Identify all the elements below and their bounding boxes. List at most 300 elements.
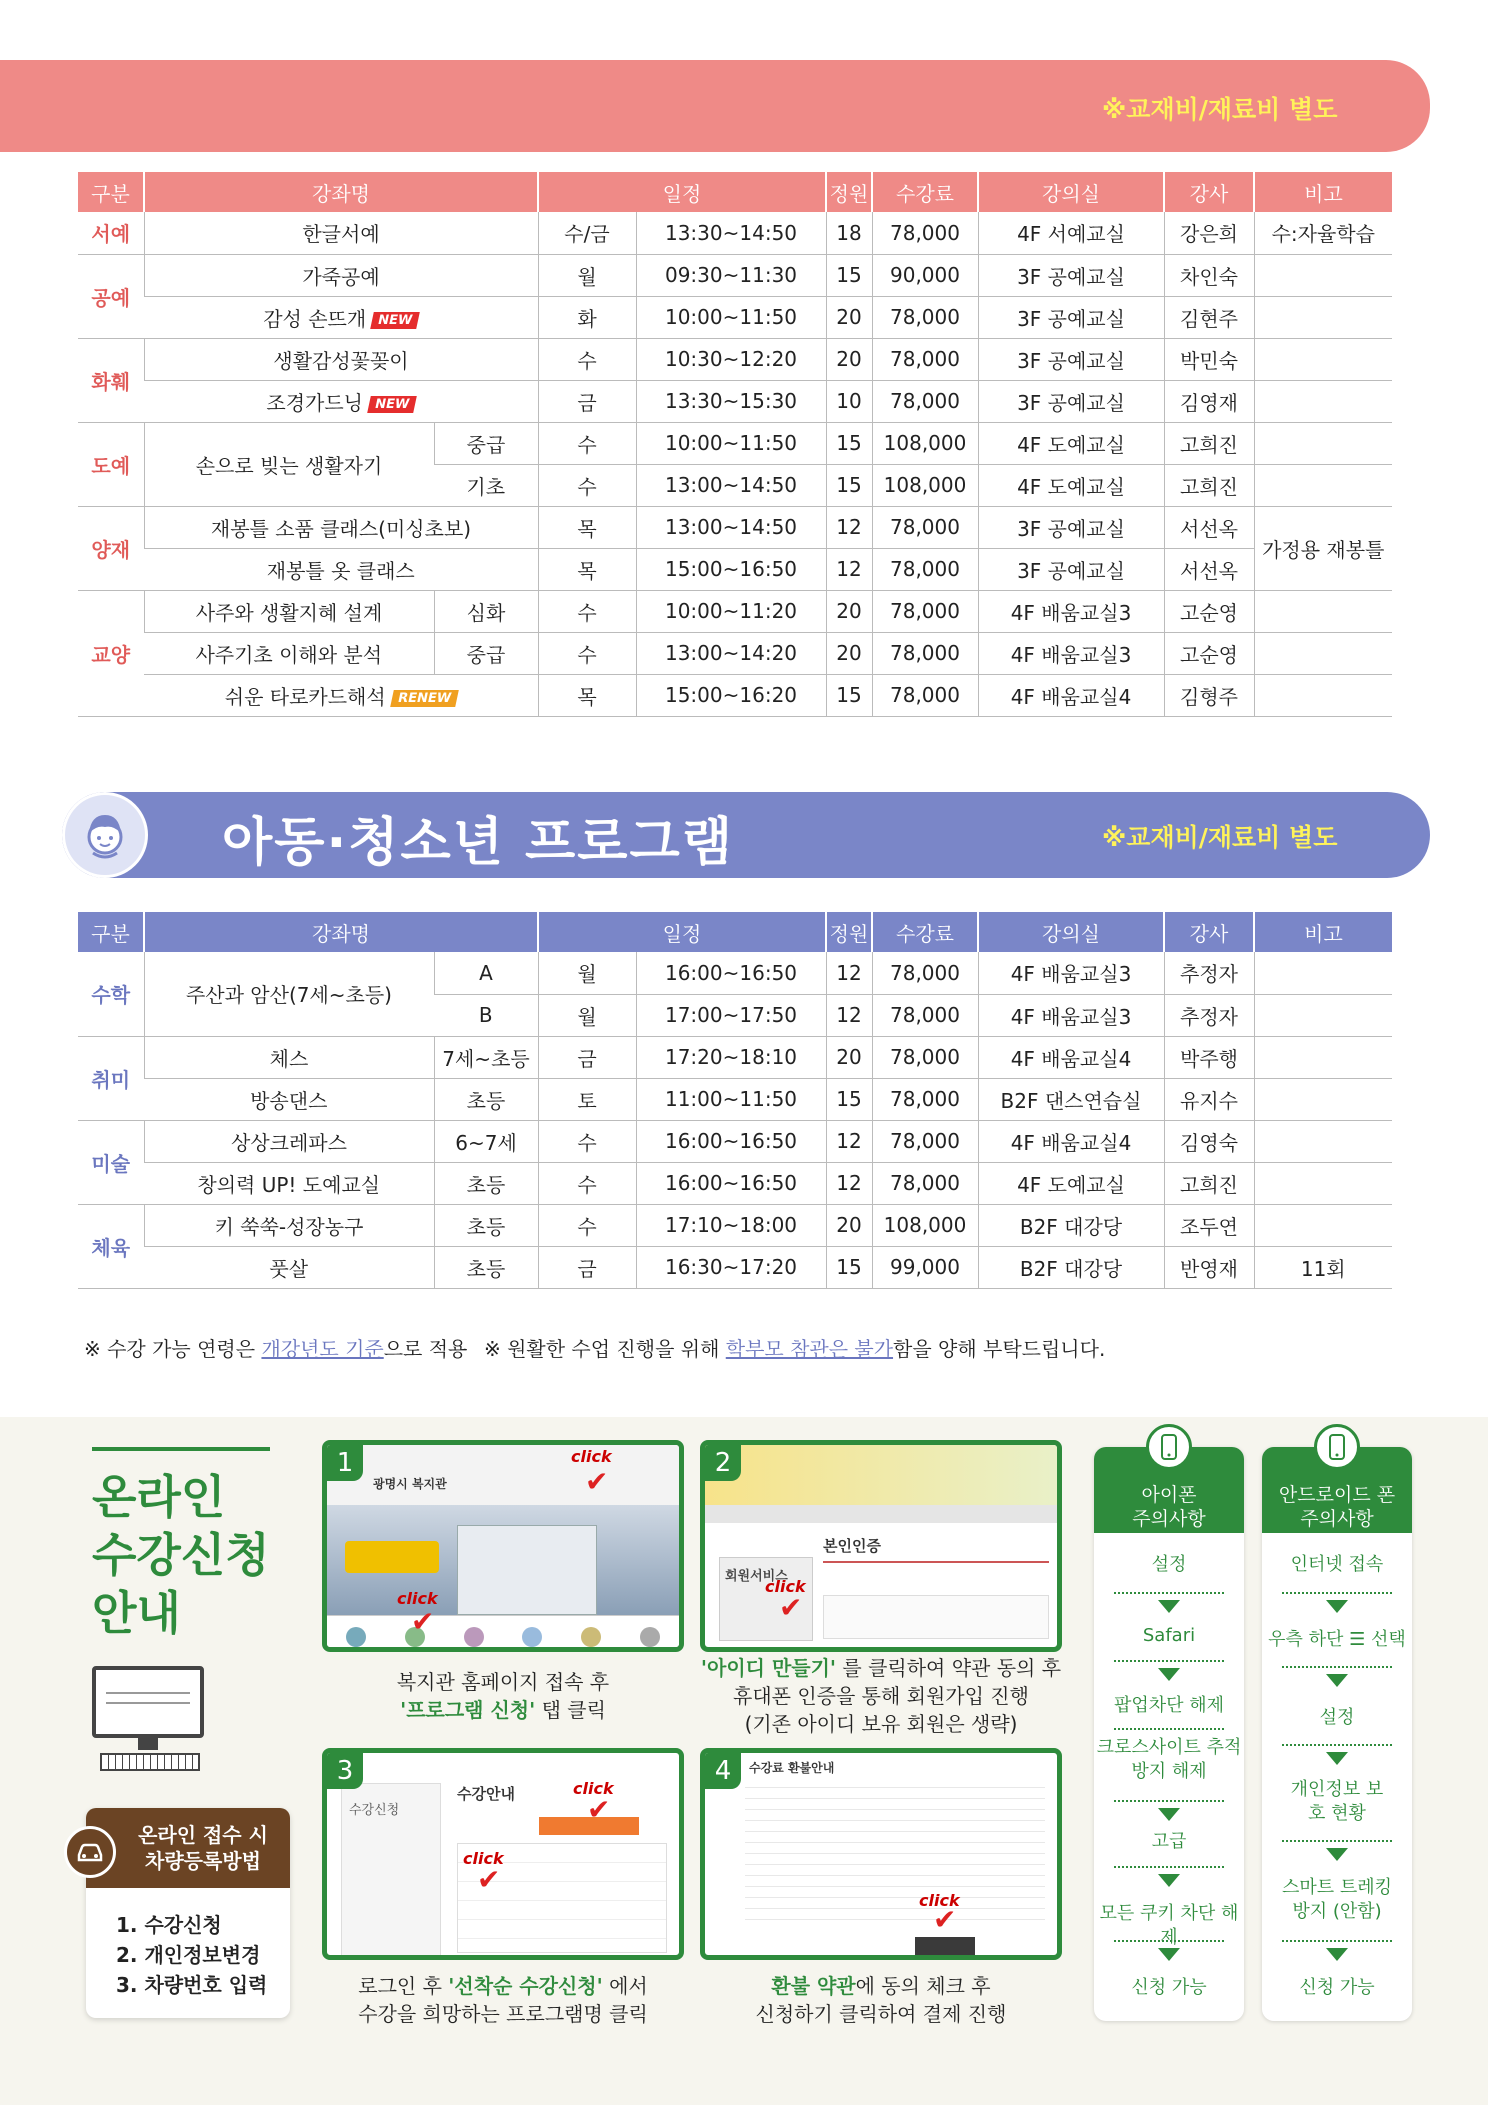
step4-screenshot — [700, 1748, 1062, 1960]
day-cell: 수 — [538, 1204, 636, 1246]
footnote-text: 함을 양해 부탁드립니다. — [893, 1337, 1106, 1361]
fee-cell: 78,000 — [872, 212, 978, 254]
category-cell: 체육 — [78, 1204, 144, 1288]
note-cell: 11회 — [1254, 1246, 1392, 1288]
step-number: 2 — [705, 1445, 741, 1481]
caption-text: 로그인 후 — [358, 1974, 449, 1998]
day-cell: 금 — [538, 1036, 636, 1078]
click-label: click — [919, 1891, 960, 1910]
column-title-line: 주의사항 — [1300, 1508, 1374, 1530]
day-cell: 목 — [538, 674, 636, 716]
down-arrow-icon — [1326, 1600, 1348, 1613]
caption-text: 를 클릭하여 약관 동의 후 — [836, 1656, 1062, 1680]
day-cell: 수 — [538, 422, 636, 464]
course-name-cell: 창의력 UP! 도예교실 — [144, 1162, 434, 1204]
time-cell: 17:10~18:00 — [636, 1204, 826, 1246]
caption-line: 수강을 희망하는 프로그램명 클릭 — [358, 2002, 648, 2026]
time-cell: 17:00~17:50 — [636, 994, 826, 1036]
caption-text: 탭 클릭 — [535, 1698, 606, 1722]
teacher-cell: 고순영 — [1164, 590, 1254, 632]
banner-image — [705, 1445, 1057, 1505]
room-cell: 3F 공예교실 — [978, 296, 1164, 338]
col-header: 비고 — [1254, 912, 1392, 952]
down-arrow-icon — [1158, 1600, 1180, 1613]
day-cell: 수 — [538, 338, 636, 380]
step-number: 3 — [327, 1753, 363, 1789]
guide-title — [92, 1468, 270, 1642]
android-notice-column — [1262, 1447, 1412, 2021]
fee-cell: 78,000 — [872, 590, 978, 632]
room-cell: 3F 공예교실 — [978, 548, 1164, 590]
time-cell: 13:30~15:30 — [636, 380, 826, 422]
fee-cell: 78,000 — [872, 1162, 978, 1204]
col-header: 수강료 — [872, 912, 978, 952]
day-cell: 금 — [538, 380, 636, 422]
footnote-highlight: 학부모 참관은 불가 — [725, 1337, 894, 1361]
category-cell: 화훼 — [78, 338, 144, 422]
room-cell: 3F 공예교실 — [978, 254, 1164, 296]
day-cell: 토 — [538, 1078, 636, 1120]
monitor-stand-icon — [138, 1738, 158, 1750]
level-cell: 초등 — [434, 1204, 538, 1246]
guide-title-rule — [92, 1447, 270, 1451]
refund-title: 수강료 환불안내 — [749, 1761, 835, 1775]
footnote-text: 으로 적용 — [383, 1337, 468, 1361]
step-divider — [1282, 1666, 1392, 1668]
course-name-cell: 한글서예 — [144, 212, 538, 254]
fee-cell: 78,000 — [872, 380, 978, 422]
note-cell: 가정용 재봉틀 — [1254, 506, 1392, 590]
step-divider — [1282, 1940, 1392, 1942]
day-cell: 월 — [538, 952, 636, 994]
kids-section-title: 아동·청소년 프로그램 — [222, 813, 734, 873]
footnote-text: ※ 수강 가능 연령은 — [84, 1337, 262, 1361]
renew-badge: RENEW — [390, 690, 459, 707]
phone-icon — [1314, 1424, 1360, 1470]
course-info-title: 수강안내 — [457, 1785, 515, 1803]
teacher-cell: 서선옥 — [1164, 506, 1254, 548]
caption-line — [700, 1972, 1062, 2000]
level-cell: 중급 — [434, 422, 538, 464]
room-cell: 4F 배움교실3 — [978, 952, 1164, 994]
menu-icons — [327, 1615, 679, 1652]
divider — [823, 1561, 1049, 1563]
teacher-cell: 김현주 — [1164, 296, 1254, 338]
level-cell: A — [434, 952, 538, 994]
time-cell: 11:00~11:50 — [636, 1078, 826, 1120]
note-cell — [1254, 674, 1392, 716]
capacity-cell: 15 — [826, 1246, 872, 1288]
teacher-cell: 유지수 — [1164, 1078, 1254, 1120]
teacher-cell: 고순영 — [1164, 632, 1254, 674]
time-cell: 16:00~16:50 — [636, 1120, 826, 1162]
capacity-cell: 15 — [826, 1078, 872, 1120]
room-cell: 4F 배움교실4 — [978, 1120, 1164, 1162]
fee-cell: 78,000 — [872, 1036, 978, 1078]
column-title-line: 안드로이드 폰 — [1278, 1484, 1396, 1506]
room-cell: 4F 배움교실4 — [978, 674, 1164, 716]
adult-material-note: ※교재비/재료비 별도 — [1102, 95, 1338, 124]
tab-bar — [705, 1505, 1057, 1523]
refund-terms-text — [745, 1777, 1045, 1927]
course-name-cell — [144, 296, 538, 338]
table-row — [78, 380, 1392, 422]
iphone-step: 신청 가능 — [1131, 1977, 1207, 1998]
teacher-cell: 서선옥 — [1164, 548, 1254, 590]
room-cell: 4F 도예교실 — [978, 464, 1164, 506]
course-name-cell: 재봉틀 소품 클래스(미싱초보) — [144, 506, 538, 548]
guide-title-line: 수강신청 — [92, 1528, 270, 1582]
apply-button-image — [915, 1937, 975, 1955]
step-divider — [1282, 1744, 1392, 1746]
fee-cell: 99,000 — [872, 1246, 978, 1288]
room-cell: B2F 대강당 — [978, 1246, 1164, 1288]
level-cell: 초등 — [434, 1078, 538, 1120]
course-name-cell: 생활감성꽃꽂이 — [144, 338, 538, 380]
down-arrow-icon — [1158, 1948, 1180, 1961]
col-header: 수강료 — [872, 172, 978, 212]
table-row — [78, 1162, 1392, 1204]
kids-schedule-table — [78, 912, 1392, 1289]
step-divider — [1282, 1592, 1392, 1594]
time-cell: 13:00~14:50 — [636, 464, 826, 506]
table-row — [78, 952, 1392, 994]
teacher-cell: 김영재 — [1164, 380, 1254, 422]
observation-footnote — [484, 1333, 1105, 1362]
fee-cell: 78,000 — [872, 506, 978, 548]
down-arrow-icon — [1326, 1848, 1348, 1861]
category-cell: 서예 — [78, 212, 144, 254]
step-number: 1 — [327, 1445, 363, 1481]
keyboard-icon — [100, 1753, 200, 1771]
teacher-cell: 고희진 — [1164, 464, 1254, 506]
step4-caption — [700, 1972, 1062, 2028]
car-registration-steps — [116, 1910, 267, 2000]
table-row — [78, 254, 1392, 296]
course-name-cell: 상상크레파스 — [144, 1120, 434, 1162]
room-cell: B2F 댄스연습실 — [978, 1078, 1164, 1120]
table-row — [78, 422, 1392, 464]
teacher-cell: 추정자 — [1164, 994, 1254, 1036]
day-cell: 수 — [538, 590, 636, 632]
car-title-line: 온라인 접수 시 — [138, 1823, 268, 1847]
column-title-line: 아이폰 — [1141, 1484, 1197, 1506]
time-cell: 10:30~12:20 — [636, 338, 826, 380]
room-cell: 4F 도예교실 — [978, 1162, 1164, 1204]
footnote-text: ※ 원활한 수업 진행을 위해 — [484, 1337, 726, 1361]
guide-title-line: 안내 — [92, 1586, 181, 1640]
building-photo — [327, 1505, 679, 1615]
category-cell: 수학 — [78, 952, 144, 1036]
caption-line: 휴대폰 인증을 통해 회원가입 진행 — [733, 1684, 1029, 1708]
fee-cell: 78,000 — [872, 994, 978, 1036]
new-badge: NEW — [367, 396, 417, 413]
step-divider — [1114, 1592, 1224, 1594]
monitor-icon — [92, 1666, 204, 1738]
iphone-step: 설정 — [1151, 1554, 1187, 1575]
caption-highlight: '프로그램 신청' — [400, 1698, 536, 1722]
step-divider — [1114, 1866, 1224, 1868]
col-header: 일정 — [538, 172, 826, 212]
note-cell — [1254, 380, 1392, 422]
checkmark-icon: ✔ — [585, 1465, 609, 1498]
android-step: 우측 하단 ☰ 선택 — [1268, 1629, 1406, 1650]
table-row — [78, 590, 1392, 632]
day-cell: 수 — [538, 1162, 636, 1204]
footnote-highlight: 개강년도 기준 — [261, 1337, 384, 1361]
step-divider — [1114, 1800, 1224, 1802]
caption-line: 복지관 홈페이지 접속 후 — [396, 1670, 610, 1694]
room-cell: 4F 배움교실3 — [978, 994, 1164, 1036]
click-label: click — [765, 1577, 806, 1596]
android-step: 인터넷 접속 — [1290, 1554, 1384, 1575]
course-name: 조경가드닝 — [266, 390, 363, 415]
down-arrow-icon — [1326, 1752, 1348, 1765]
down-arrow-icon — [1158, 1668, 1180, 1681]
terms-box — [823, 1595, 1049, 1639]
caption-highlight: '아이디 만들기' — [700, 1656, 837, 1680]
time-cell: 16:00~16:50 — [636, 952, 826, 994]
car-registration-header — [86, 1808, 290, 1888]
car-step: 3. 차량번호 입력 — [116, 1973, 268, 1997]
course-name-cell: 주산과 암산(7세~초등) — [144, 952, 434, 1036]
col-header: 강사 — [1164, 912, 1254, 952]
table-row — [78, 1120, 1392, 1162]
capacity-cell: 10 — [826, 380, 872, 422]
caption-line — [322, 1972, 684, 2000]
car-icon — [64, 1826, 116, 1878]
category-cell: 양재 — [78, 506, 144, 590]
step2-screenshot — [700, 1440, 1062, 1652]
room-cell: 4F 도예교실 — [978, 422, 1164, 464]
table-row — [78, 1078, 1392, 1120]
down-arrow-icon — [1158, 1808, 1180, 1821]
category-cell: 취미 — [78, 1036, 144, 1120]
room-cell: 4F 배움교실3 — [978, 632, 1164, 674]
down-arrow-icon — [1326, 1948, 1348, 1961]
note-cell — [1254, 994, 1392, 1036]
fee-cell: 108,000 — [872, 1204, 978, 1246]
teacher-cell: 김영숙 — [1164, 1120, 1254, 1162]
course-name-cell: 재봉틀 옷 클래스 — [144, 548, 538, 590]
fee-cell: 108,000 — [872, 422, 978, 464]
room-cell: 3F 공예교실 — [978, 506, 1164, 548]
table-header-row — [78, 912, 1392, 952]
course-name-cell: 방송댄스 — [144, 1078, 434, 1120]
iphone-step: Safari — [1142, 1625, 1196, 1646]
step-number: 4 — [705, 1753, 741, 1789]
note-cell — [1254, 254, 1392, 296]
step2-caption — [700, 1654, 1062, 1738]
android-step: 스마트 트레킹 방지 (안함) — [1281, 1877, 1393, 1922]
teacher-cell: 고희진 — [1164, 422, 1254, 464]
checkmark-icon: ✔ — [779, 1591, 803, 1624]
category-cell: 미술 — [78, 1120, 144, 1204]
day-cell: 월 — [538, 254, 636, 296]
capacity-cell: 20 — [826, 338, 872, 380]
room-cell: 4F 서예교실 — [978, 212, 1164, 254]
iphone-step: 고급 — [1151, 1831, 1187, 1852]
day-cell: 수/금 — [538, 212, 636, 254]
capacity-cell: 15 — [826, 422, 872, 464]
checkmark-icon: ✔ — [933, 1903, 957, 1936]
capacity-cell: 15 — [826, 464, 872, 506]
level-cell: B — [434, 994, 538, 1036]
course-name-cell: 풋살 — [144, 1246, 434, 1288]
time-cell: 10:00~11:50 — [636, 422, 826, 464]
capacity-cell: 12 — [826, 952, 872, 994]
age-footnote — [84, 1333, 467, 1362]
course-name: 감성 손뜨개 — [263, 306, 367, 331]
time-cell: 09:30~11:30 — [636, 254, 826, 296]
day-cell: 월 — [538, 994, 636, 1036]
caption-highlight: '선착순 수강신청' — [448, 1974, 603, 1998]
note-cell — [1254, 1078, 1392, 1120]
note-cell — [1254, 1036, 1392, 1078]
category-cell: 교양 — [78, 590, 144, 716]
step-divider — [1114, 1660, 1224, 1662]
time-cell: 13:00~14:50 — [636, 506, 826, 548]
time-cell: 16:30~17:20 — [636, 1246, 826, 1288]
fee-cell: 78,000 — [872, 952, 978, 994]
capacity-cell: 20 — [826, 590, 872, 632]
step-divider — [1114, 1728, 1224, 1730]
day-cell: 수 — [538, 1120, 636, 1162]
room-cell: 3F 공예교실 — [978, 338, 1164, 380]
iphone-step: 팝업차단 해제 — [1113, 1695, 1225, 1716]
click-label: click — [463, 1849, 504, 1868]
guide-title-line: 온라인 — [92, 1470, 226, 1524]
table-row — [78, 548, 1392, 590]
capacity-cell: 20 — [826, 296, 872, 338]
fee-cell: 78,000 — [872, 548, 978, 590]
room-cell: 3F 공예교실 — [978, 380, 1164, 422]
capacity-cell: 20 — [826, 1204, 872, 1246]
note-cell — [1254, 952, 1392, 994]
checkmark-icon: ✔ — [477, 1863, 501, 1896]
col-header: 비고 — [1254, 172, 1392, 212]
fee-cell: 78,000 — [872, 674, 978, 716]
level-cell: 6~7세 — [434, 1120, 538, 1162]
col-header: 강좌명 — [144, 172, 538, 212]
down-arrow-icon — [1326, 1674, 1348, 1687]
course-name-cell: 키 쑥쑥-성장농구 — [144, 1204, 434, 1246]
level-cell: 초등 — [434, 1246, 538, 1288]
time-cell: 16:00~16:50 — [636, 1162, 826, 1204]
day-cell: 금 — [538, 1246, 636, 1288]
caption-line: 신청하기 클릭하여 결제 진행 — [755, 2002, 1007, 2026]
table-row — [78, 1204, 1392, 1246]
fee-cell: 78,000 — [872, 1120, 978, 1162]
table-row — [78, 674, 1392, 716]
step3-caption — [322, 1972, 684, 2028]
teacher-cell: 반영재 — [1164, 1246, 1254, 1288]
capacity-cell: 20 — [826, 1036, 872, 1078]
capacity-cell: 12 — [826, 1120, 872, 1162]
course-name-cell: 손으로 빚는 생활자기 — [144, 422, 434, 506]
android-step: 신청 가능 — [1299, 1977, 1375, 1998]
capacity-cell: 20 — [826, 632, 872, 674]
checkmark-icon: ✔ — [587, 1793, 611, 1826]
android-step: 설정 — [1319, 1707, 1355, 1728]
time-cell: 13:00~14:20 — [636, 632, 826, 674]
kids-material-note: ※교재비/재료비 별도 — [1102, 823, 1338, 852]
col-header: 정원 — [826, 172, 872, 212]
level-cell: 초등 — [434, 1162, 538, 1204]
level-cell: 심화 — [434, 590, 538, 632]
adult-schedule-table — [78, 172, 1392, 717]
table-row — [78, 1246, 1392, 1288]
caption-line — [700, 1654, 1062, 1682]
level-cell: 중급 — [434, 632, 538, 674]
step1-screenshot — [322, 1440, 684, 1652]
note-cell — [1254, 296, 1392, 338]
note-cell — [1254, 1204, 1392, 1246]
col-header: 강사 — [1164, 172, 1254, 212]
fee-cell: 78,000 — [872, 338, 978, 380]
teacher-cell: 고희진 — [1164, 1162, 1254, 1204]
fee-cell: 78,000 — [872, 296, 978, 338]
course-name-cell — [144, 380, 538, 422]
car-step: 2. 개인정보변경 — [116, 1943, 261, 1967]
iphone-step: 모든 쿠키 차단 해제 — [1099, 1903, 1239, 1948]
table-row — [78, 506, 1392, 548]
fee-cell: 78,000 — [872, 632, 978, 674]
car-title-line: 차량등록방법 — [145, 1849, 261, 1873]
capacity-cell: 12 — [826, 994, 872, 1036]
down-arrow-icon — [1158, 1874, 1180, 1887]
teacher-cell: 조두연 — [1164, 1204, 1254, 1246]
teacher-cell: 강은희 — [1164, 212, 1254, 254]
table-row — [78, 212, 1392, 254]
capacity-cell: 15 — [826, 254, 872, 296]
table-row — [78, 296, 1392, 338]
caption-highlight: 환불 약관 — [771, 1974, 856, 1998]
teacher-cell: 차인숙 — [1164, 254, 1254, 296]
level-cell: 7세~초등 — [434, 1036, 538, 1078]
room-cell: B2F 대강당 — [978, 1204, 1164, 1246]
caption-text: 에서 — [602, 1974, 648, 1998]
checkmark-icon: ✔ — [411, 1605, 435, 1638]
new-badge: NEW — [370, 312, 420, 329]
course-name-cell: 가죽공예 — [144, 254, 538, 296]
step-divider — [1282, 1840, 1392, 1842]
time-cell: 15:00~16:50 — [636, 548, 826, 590]
fee-cell: 90,000 — [872, 254, 978, 296]
col-header: 강의실 — [978, 172, 1164, 212]
child-face-icon — [62, 792, 148, 878]
iphone-step: 크로스사이트 추적방지 해제 — [1096, 1737, 1242, 1782]
phone-icon — [1146, 1424, 1192, 1470]
teacher-cell: 박주행 — [1164, 1036, 1254, 1078]
note-cell — [1254, 1162, 1392, 1204]
course-name-cell: 사주와 생활지혜 설계 — [144, 590, 434, 632]
caption-text: 에 동의 체크 후 — [855, 1974, 991, 1998]
time-cell: 10:00~11:20 — [636, 590, 826, 632]
caption-line — [322, 1696, 684, 1724]
table-header-row — [78, 172, 1392, 212]
category-cell: 공예 — [78, 254, 144, 338]
click-label: click — [397, 1589, 438, 1608]
day-cell: 화 — [538, 296, 636, 338]
col-header: 구분 — [78, 912, 144, 952]
note-cell — [1254, 590, 1392, 632]
time-cell: 10:00~11:50 — [636, 296, 826, 338]
capacity-cell: 15 — [826, 674, 872, 716]
table-row — [78, 338, 1392, 380]
time-cell: 17:20~18:10 — [636, 1036, 826, 1078]
col-header: 강의실 — [978, 912, 1164, 952]
